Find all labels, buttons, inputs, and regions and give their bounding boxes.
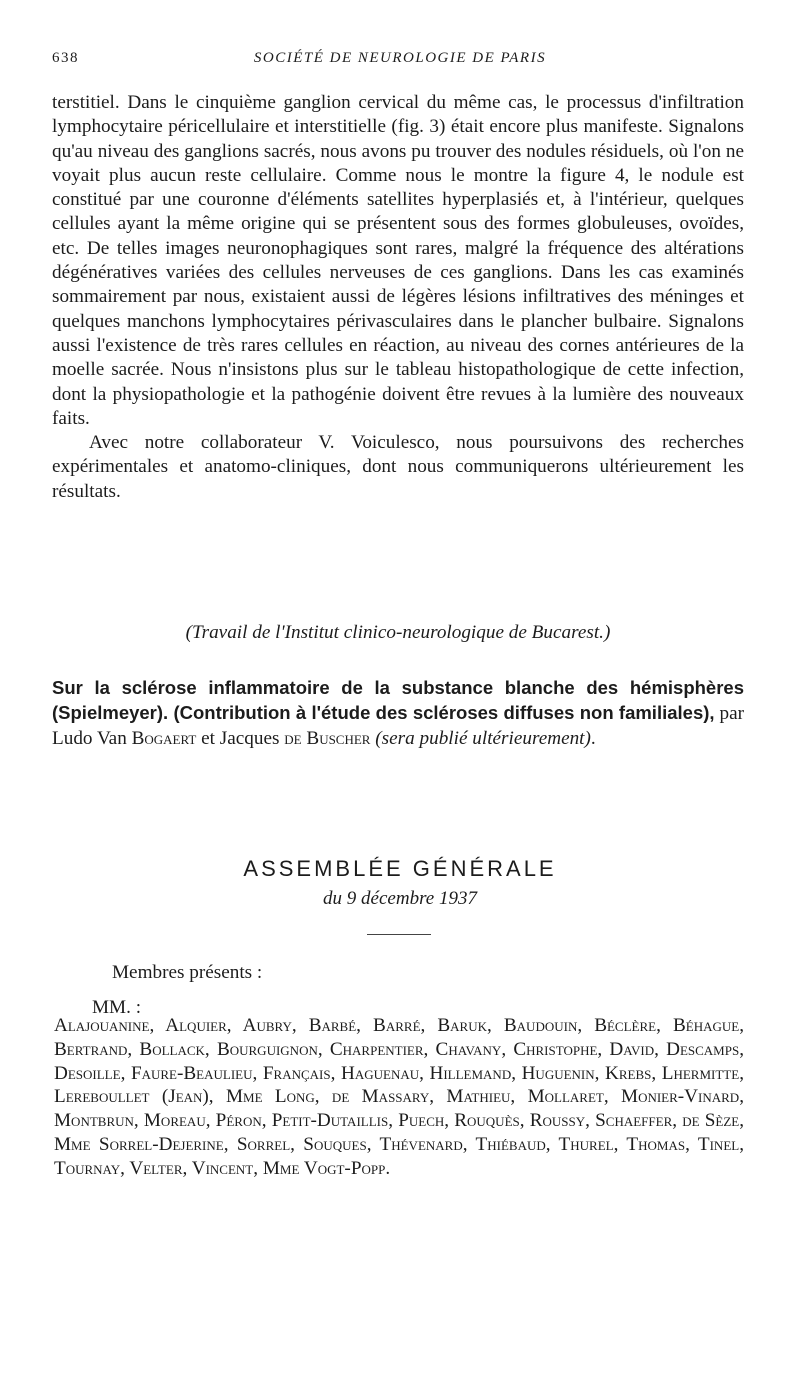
abstract-end: . bbox=[590, 727, 596, 749]
running-title: SOCIÉTÉ DE NEUROLOGIE DE PARIS bbox=[253, 50, 547, 66]
author-2-surname: de Buscher bbox=[284, 727, 371, 749]
article-body bbox=[52, 91, 744, 504]
byline-and: et Jacques bbox=[196, 727, 285, 749]
institution-credit: (Travail de l'Institut clinico-neurologique de Bucarest.) bbox=[185, 622, 611, 643]
members-list: Alajouanine, Alquier, Aubry, Barbé, Barré, Baruk, Baudouin, Béclère, Béhague, Bertrand, Bollack, Bourguignon, Charpentier, Chavany, Christophe, David, Descamps, Desoille, Faure-Beaulieu, Français, Haguenau, Hillemand, Huguenin, Krebs, Lhermitte, Lereboullet (Jean), Mme Long, de Massary, Mathieu, Mollaret, Monier-Vinard, Montbrun, Moreau, Péron, Petit-Dutaillis, Puech, Rouquès, Roussy, Schaeffer, de Sèze, Mme Sorrel-Dejerine, Sorrel, Souques, Thévenard, Thiébaud, Thurel, Thomas, Tinel, Tournay, Velter, Vincent, Mme Vogt-Popp. bbox=[54, 1015, 744, 1179]
paragraph-1: terstitiel. Dans le cinquième ganglion cervical du même cas, le processus d'infiltration lymphocytaire péricellulaire et interstitielle (fig. 3) était encore plus manifeste. Signalons qu'au niveau des ganglions sacrés, nous avons pu trouver des nodules résiduels, où l'on ne voyait plus aucun reste cellulaire. Comme nous le montre la figure 4, le nodule est constitué par une couronne d'éléments satellites hyperplasiés et, à l'intérieur, quelques cellules ayant la même origine qui se présentent sous des formes globuleuses, ovoïdes, etc. De telles images neuronophagiques sont rares, malgré la fréquence des altérations dégénératives variées des cellules nerveuses de ces ganglions. Dans les cas examinés sommairement par nous, existaient aussi de légères lésions infiltratives des méninges et quelques manchons lymphocytaires périvasculaires dans le plancher bulbaire. Signalons aussi l'existence de très rares cellules en réaction, au niveau des cornes antérieures de la moelle sacrée. Nous n'insistons plus sur le tableau histopathologique de cette infection, dont la physiopathologie et la pathogénie doivent être revues à la lumière des nouveaux faits. bbox=[52, 92, 744, 429]
byline-by: par Ludo Van bbox=[52, 703, 744, 749]
section-date: du 9 décembre 1937 bbox=[323, 888, 477, 909]
communication-abstract bbox=[52, 676, 744, 751]
page-number: 638 bbox=[52, 50, 79, 66]
publication-note: (sera publié ultérieurement) bbox=[375, 727, 591, 749]
section-divider bbox=[367, 934, 431, 935]
communication-title: Sur la sclérose inflammatoire de la substance blanche des hémisphères (Spielmeyer). (Contribution à l'étude des scléroses diffuses non familiales), bbox=[52, 677, 744, 724]
section-title: ASSEMBLÉE GÉNÉRALE bbox=[243, 856, 557, 881]
mm-label: MM. : bbox=[92, 997, 142, 1018]
members-present-label: Membres présents : bbox=[112, 962, 263, 983]
author-1-surname: Bogaert bbox=[131, 727, 197, 749]
paragraph-2: Avec notre collaborateur V. Voiculesco, nous poursuivons des recherches expérimentales et anatomo-cliniques, dont nous communiquerons ultérieurement les résultats. bbox=[52, 432, 744, 502]
running-header bbox=[52, 50, 748, 80]
